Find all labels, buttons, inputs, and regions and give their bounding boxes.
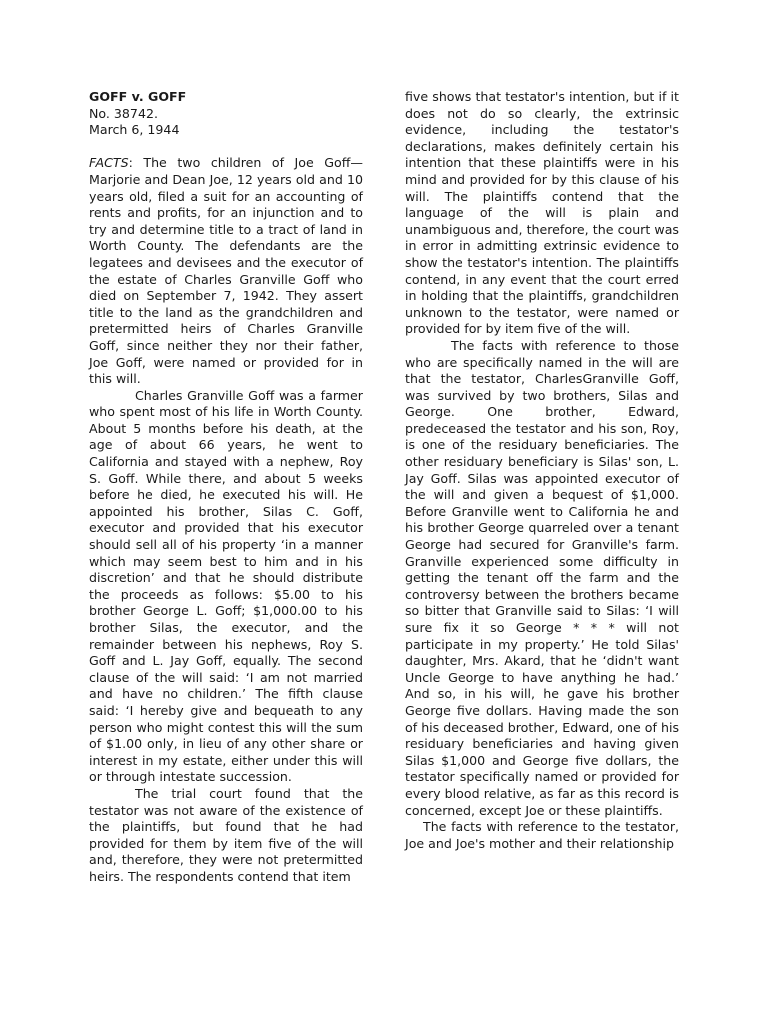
paragraph-3-continued: five shows that testator's intention, but if it does not do so clearly, the extrinsic evidence, including the testator's declarations, makes definitely certain his intention that these plaintiffs were in his mind and provided for by this clause of his will. The plaintiffs contend that the language of the will is plain and unambiguous and, therefore, the court was in error in admitting extrinsic evidence to show the testator's intention. The plaintiffs contend, in any event that the court erred in holding that the plaintiffs, grandchildren unknown to the testator, were named or provided for by item five of the will.	[405, 89, 679, 337]
case-title: GOFF v. GOFF	[89, 89, 187, 104]
paragraph-2: Charles Granville Goff was a farmer who spent most of his life in Worth County. About 5 months before his death, at the age of about 66 years, he went to California and stayed with a nephew, Roy S. Goff. While there, and about 5 weeks before he died, he executed his will. He appointed his brother, Silas C. Goff, executor and provided that his executor should sell all of his property ‘in a manner which may seem best to him and in his discretion’ and that he should distribute the proceeds as follows: $5.00 to his brother George L. Goff; $1,000.00 to his brother Silas, the executor, and the remainder between his nephews, Roy S. Goff and L. Jay Goff, equally. The second clause of the will said: ‘I am not married and have no children.’ The fifth clause said: ‘I hereby give and bequeath to any person who might contest this will the sum of $1.00 only, in lieu of any other share or interest in my estate, either under this will or through intestate succession.	[89, 387, 363, 785]
paragraph-4: The facts with reference to those who are specifically named in the will are that the testator, CharlesGranville Goff, was survived by two brothers, Silas and George. One brother, Edward, predeceased the testator and his son, Roy, is one of the residuary beneficiaries. The other residuary beneficiary is Silas' son, L. Jay Goff. Silas was appointed executor of the will and given a bequest of $1,000. Before Granville went to California he and his brother George quarreled over a tenant George had secured for Granville's farm. Granville experienced some difficulty in getting the tenant off the farm and the controversy between the brothers became so bitter that Granville said to Silas: ‘I will sure fix it so George * * * will not participate in my property.’ He told Silas' daughter, Mrs. Akard, that he ‘didn't want Uncle George to have anything he had.’ And so, in his will, he gave his brother George five dollars. Having made the son of his deceased brother, Edward, one of his residuary beneficiaries and having given Silas $1,000 and George five dollars, the testator specifically named or provided for every blood relative, as far as this record is concerned, except Joe or these plaintiffs.	[405, 337, 679, 818]
spacer	[89, 139, 363, 156]
case-number: No. 38742.	[89, 105, 158, 121]
paragraph-5: The facts with reference to the testator, Joe and Joe's mother and their relationship	[405, 819, 679, 851]
facts-text: : The two children of Joe Goff—Marjorie and Dean Joe, 12 years old and 10 years old, filed a suit for an accounting of rents and profits, for an injunction and to try and determine title to a tract of land in Worth County. The defendants are the legatees and devisees and the executor of the estate of Charles Granville Goff who died on September 7, 1942. They assert title to the land as the grandchildren and pretermitted heirs of Charles Granville Goff, since neither they nor their father, Joe Goff, were named or provided for in this will.	[89, 155, 363, 387]
left-column	[89, 89, 363, 886]
paragraph-3: The trial court found that the testator was not aware of the existence of the plaintiffs, but found that he had provided for them by item five of the will and, therefore, they were not pretermitted heirs. The respondents contend that item	[89, 785, 363, 884]
facts-label: FACTS	[89, 155, 129, 171]
right-column	[405, 89, 679, 852]
case-date: March 6, 1944	[89, 122, 180, 138]
facts-paragraph	[89, 155, 363, 387]
